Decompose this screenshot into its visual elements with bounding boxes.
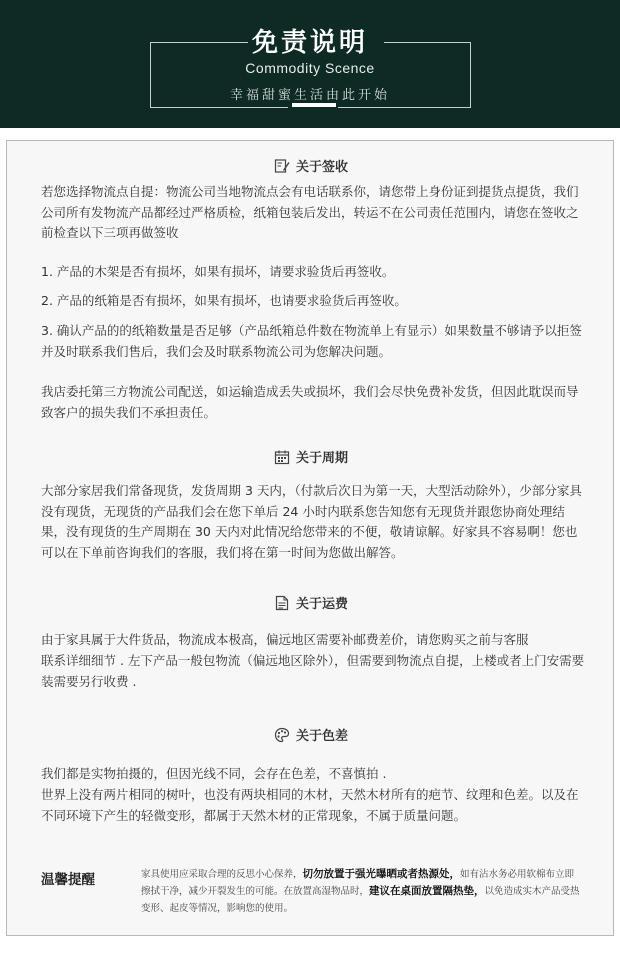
section-heading-shipping <box>7 593 615 612</box>
signing-item-3: 3. 确认产品的的纸箱数量是否足够（产品纸箱总件数在物流单上有显示）如果数量不够请予以拒签并及时联系我们售后，我们会及时联系物流公司为您解决问题。 <box>41 323 582 359</box>
banner-accent-bar <box>292 103 336 107</box>
pen-paper-icon <box>274 158 290 174</box>
tip-text-emphasis: 切勿放置于强光曝晒或者热源处， <box>302 868 461 880</box>
section-heading-cycle <box>7 447 615 466</box>
shipping-text-2: 联系详细细节 . 左下产品一般包物流（偏远地区除外），但需要到物流点自提，上楼或者上门安需要装需要另行收费 . <box>41 653 585 689</box>
header-banner <box>0 0 620 128</box>
page-title: 免责说明 <box>251 28 368 58</box>
tip-text-part: 家具使用应采取合理的反思小心保养， <box>141 869 303 880</box>
calendar-icon <box>274 449 290 465</box>
banner-frame-line <box>338 107 471 108</box>
signing-item-1: 1. 产品的木架是否有损坏，如果有损坏，请要求验货后再签收。 <box>41 264 395 279</box>
section-heading-signing <box>7 156 615 175</box>
shipping-text-1: 由于家具属于大件货品，物流成本极高，偏远地区需要补邮费差价，请您购买之前与客服 <box>41 632 529 647</box>
tip-text-emphasis: 建议在桌面放置隔热垫， <box>369 885 485 897</box>
disclaimer-card <box>6 140 614 936</box>
color-text-2: 世界上没有两片相同的树叶，也没有两块相同的木材，天然木材所有的疤节、纹理和色差。以及在不同环境下产生的轻微变形，都属于天然木材的正常现象，不属于质量问题。 <box>41 787 579 823</box>
signing-intro: 若您选择物流点自提：物流公司当地物流点会有电话联系你，请您带上身份证到提货点提货，我们公司所有发物流产品都经过严格质检，纸箱包装后发出，转运不在公司责任范围内，请您在签收之前检查以下三项再做签收 <box>41 184 579 240</box>
signing-item-2: 2. 产品的纸箱是否有损坏，如果有损坏，也请要求验货后再签收。 <box>41 293 407 308</box>
page-slogan: 幸福甜蜜生活由此开始 <box>229 88 390 103</box>
section-title: 关于签收 <box>295 160 348 175</box>
tip-label: 温馨提醒 <box>41 872 95 888</box>
tip-text <box>141 866 581 917</box>
tip-text-part: 如有沾水务必用软棉布立即擦拭干净，减少开裂发生的可能。在放置高湿物品时， <box>141 869 575 897</box>
section-title: 关于周期 <box>295 451 348 466</box>
cycle-text: 大部分家居我们常备现货，发货周期 3 天内，（付款后次日为第一天，大型活动除外），少部分家具没有现货，无现货的产品我们会在您下单后 24 小时内联系您告知您有无现货并跟您协商处理结果，没有现货的生产周期在 30 天内对此情况给您带来的不便，敬请谅解。好家具不容易啊！您也可以在下单前咨询我们的客服，我们将在第一时间为您做出解答。 <box>41 483 582 560</box>
palette-icon <box>274 727 290 743</box>
section-title: 关于色差 <box>295 729 348 744</box>
signing-note: 我店委托第三方物流公司配送，如运输造成丢失或损坏，我们会尽快免费补发货，但因此耽误而导致客户的损失我们不承担责任。 <box>41 384 579 420</box>
color-text-1: 我们都是实物拍摄的，但因光线不同，会存在色差，不喜慎拍 . <box>41 766 387 781</box>
page-subtitle: Commodity Scence <box>245 60 375 76</box>
tip-text-part: 以免造成实木产品受热变形、起皮等情况，影响您的使用。 <box>141 886 580 914</box>
section-title: 关于运费 <box>295 597 348 612</box>
document-icon <box>274 595 290 611</box>
banner-frame-line <box>150 107 288 108</box>
section-heading-color <box>7 725 615 744</box>
